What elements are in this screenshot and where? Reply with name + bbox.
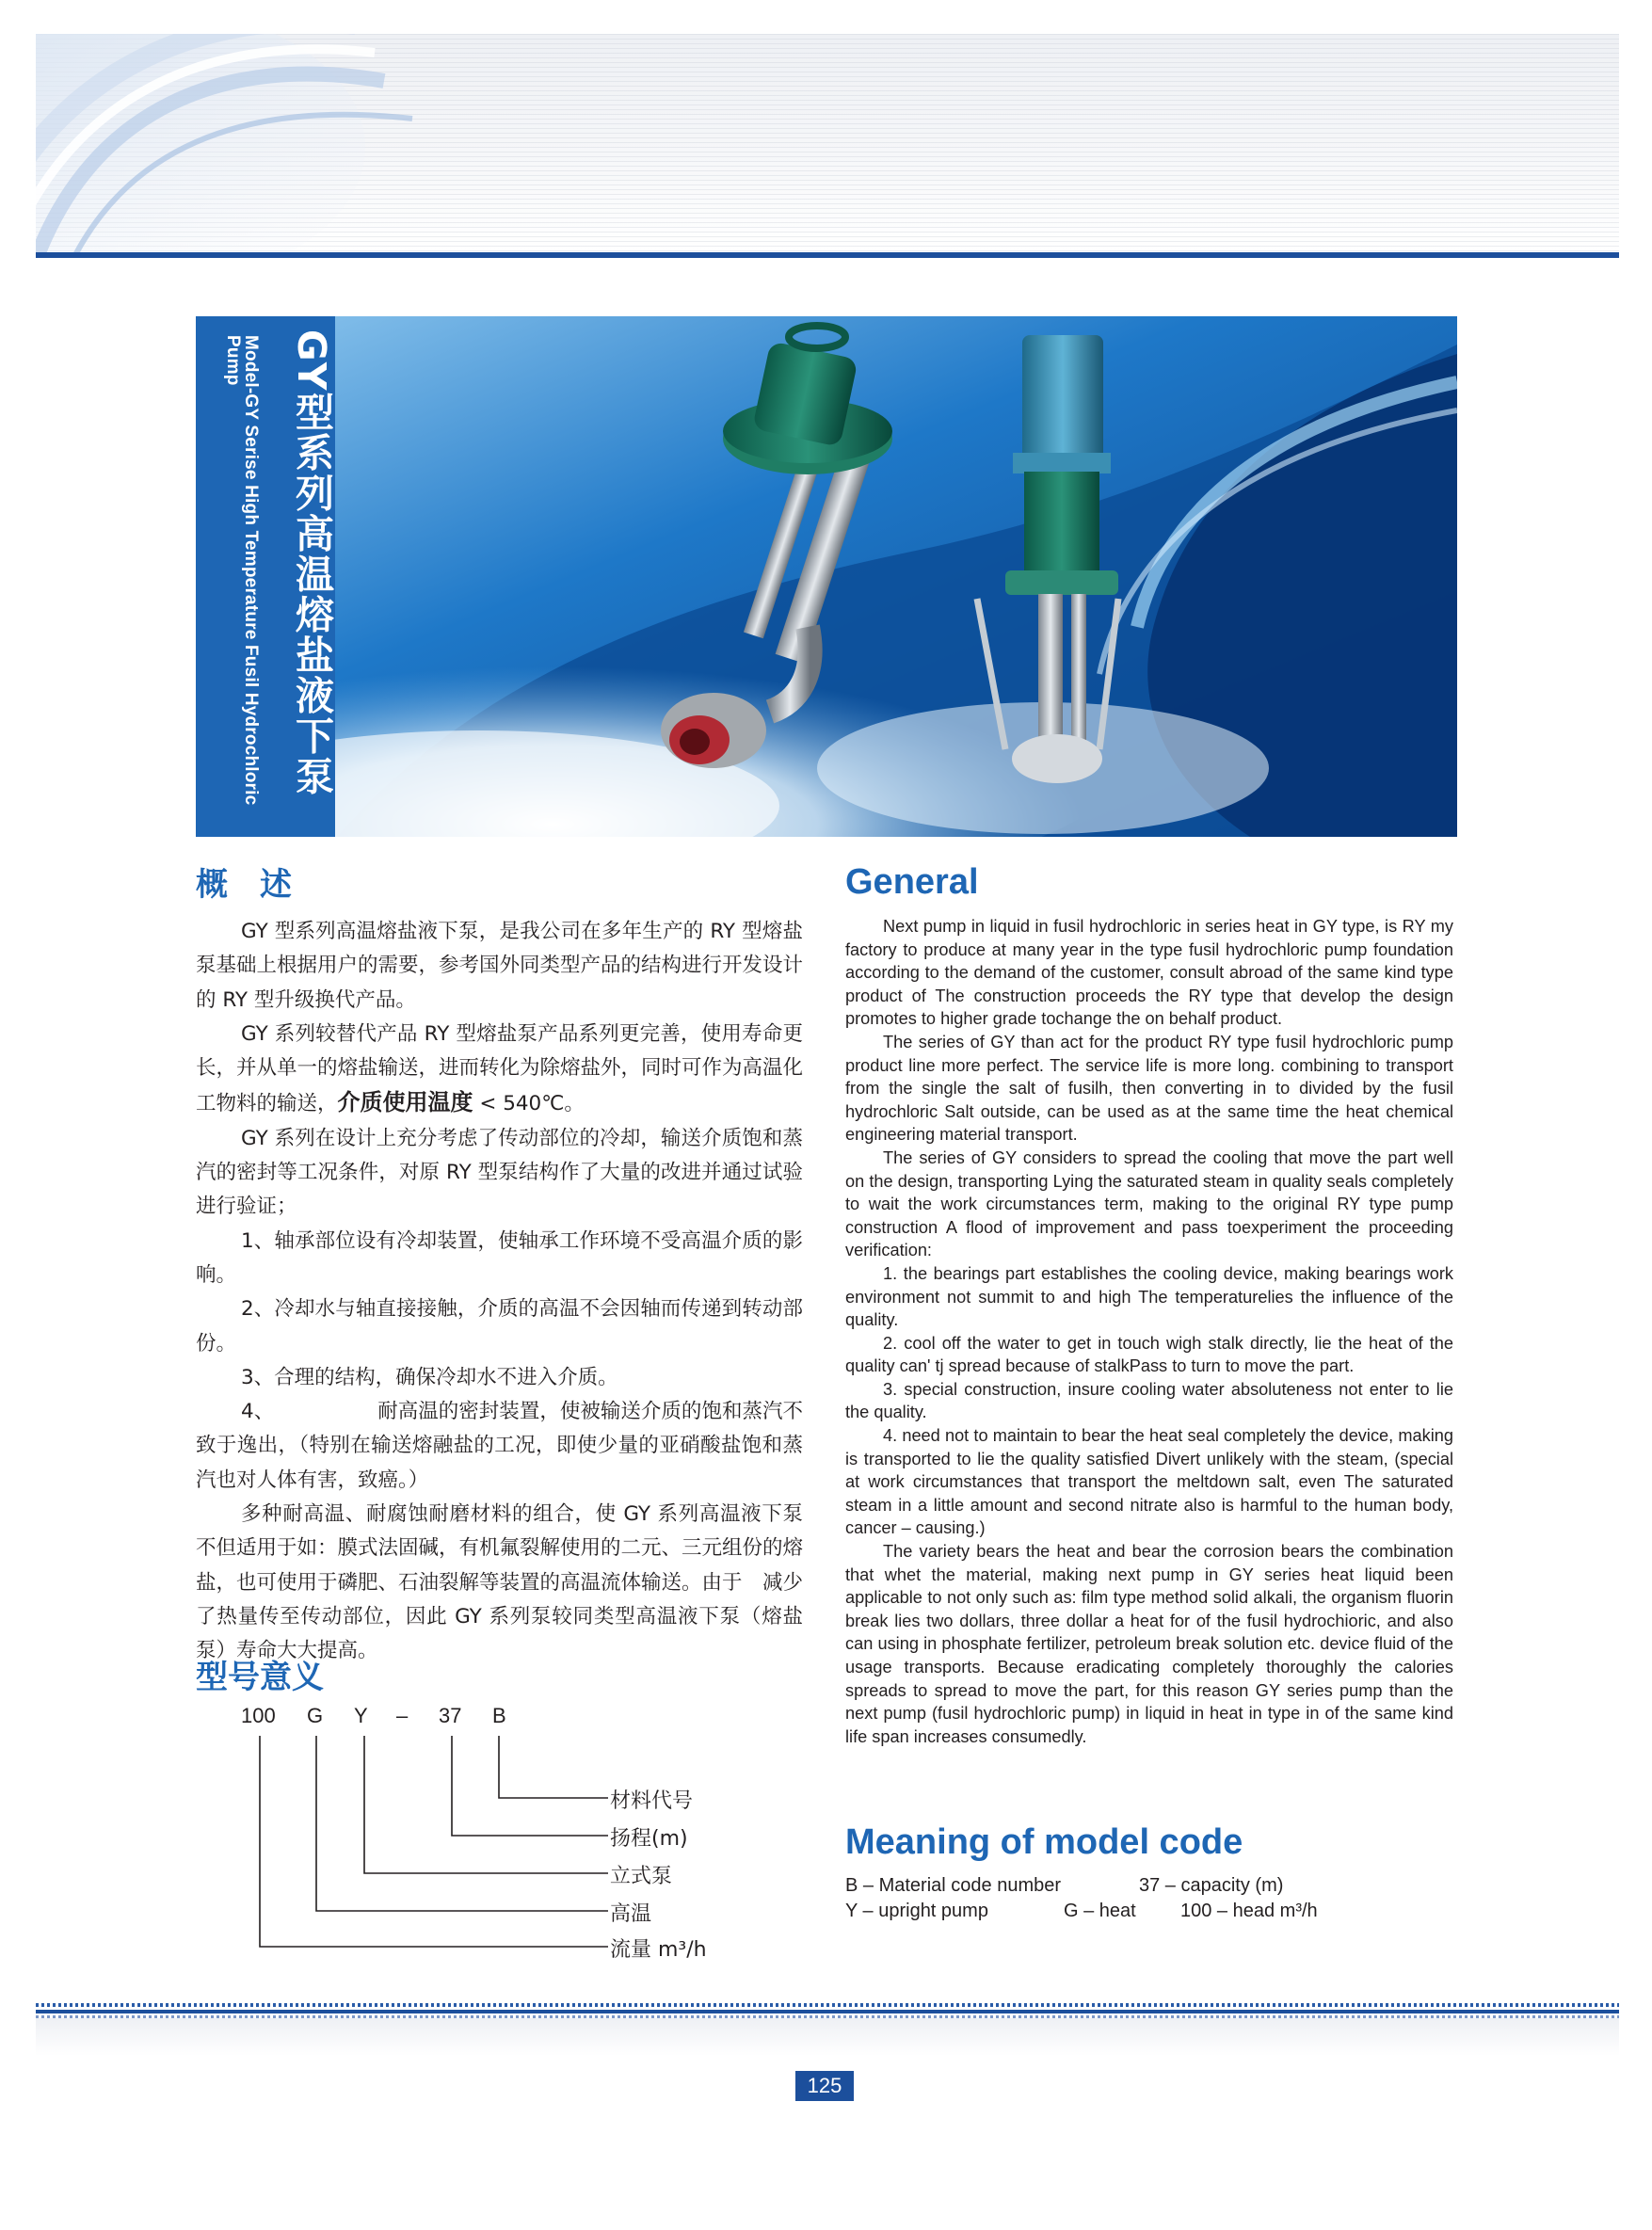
model-code-heading: 型号意义 <box>196 1659 324 1696</box>
label-vertical-pump: 立式泵 <box>610 1865 673 1888</box>
page-number: 125 <box>795 2071 854 2101</box>
overview-item-1: 1、轴承部位设有冷却装置，使轴承工作环境不受高温介质的影响。 <box>196 1228 803 1287</box>
overview-paragraph-1: GY 型系列高温熔盐液下泵，是我公司在多年生产的 RY 型熔盐泵基础上根据用户的需要，参考国外同类型产品的结构进行开发设计的 RY 型升级换代产品。 <box>196 920 804 1012</box>
overview-item-4-number: 4、 <box>241 1400 275 1424</box>
medium-temperature-label: 介质使用温度 <box>337 1089 473 1116</box>
general-paragraph-3: The series of GY considers to spread the cooling that move the part well on the design, transporting Lying the saturated steam in quality seals completely to wait the work circumstances term, making to the original RY type pump construction A flood of improvement and pass toexperiment the proceeding verification: <box>845 1147 1453 1260</box>
label-high-temperature: 高温 <box>610 1902 652 1926</box>
general-paragraph-1: Next pump in liquid in fusil hydrochloric in series heat in GY type, is RY my factory to produce at many year in the type fusil hydrochloric pump foundation according to the demand of the customer, consult abroad of the same kind type product of The construction proceeds the RY type that develop the design promotes to higher grade tochange the on behalf product. <box>845 917 1453 1029</box>
general-heading: General <box>845 862 979 902</box>
overview-item-3: 3、合理的结构，确保冷却水不进入介质。 <box>241 1365 618 1389</box>
model-token-g: G <box>307 1704 324 1727</box>
hero-wave-photo <box>196 316 1457 837</box>
footer-band <box>36 2018 1619 2056</box>
overview-body <box>196 915 824 1669</box>
general-body <box>845 915 1453 1748</box>
header-band <box>36 34 1619 252</box>
footer-rule <box>36 2010 1619 2013</box>
general-item-4: 4. need not to maintain to bear the heat seal completely the device, making is transported to lie the quality satisfied Divert unlikely with the steam, (special at work circumstances that transport the meltdown salt, even The saturated steam in a little amount and second nitrate also is harmful to the human body, cancer – causing.) <box>845 1426 1453 1538</box>
meaning-list <box>845 1873 1453 1924</box>
header-swoosh-graphic <box>36 34 469 252</box>
overview-paragraph-3: GY 系列在设计上充分考虑了传动部位的冷却，输送介质饱和蒸汽的密封等工况条件，对原 RY 型泵结构作了大量的改进并通过试验进行验证； <box>196 1126 803 1219</box>
medium-temperature-value: < 540℃。 <box>473 1092 585 1116</box>
meaning-row-2 <box>845 1899 1453 1924</box>
overview-paragraph-2 <box>196 1018 803 1122</box>
model-token-y: Y <box>354 1704 368 1727</box>
label-material-code: 材料代号 <box>610 1789 694 1813</box>
meaning-37: 37 – capacity (m) <box>1139 1875 1284 1896</box>
meaning-g: G – heat <box>1064 1901 1136 1921</box>
hero-banner <box>196 316 1457 837</box>
label-flow: 流量 m³/h <box>610 1938 707 1962</box>
meaning-100: 100 – head m³/h <box>1180 1901 1318 1921</box>
overview-paragraph-2-text: GY 系列较替代产品 RY 型熔盐泵产品系列更完善，使用寿命更长，并从单一的熔盐输送，进而转化为除熔盐外，同时可作为高温化工物料的输送， <box>196 1021 804 1116</box>
overview-paragraph-4: 多种耐高温、耐腐蚀耐磨材料的组合，使 GY 系列高温液下泵不但适用于如：膜式法固碱，有机氟裂解使用的二元、三元组份的熔盐，也可使用于磷肥、石油裂解等装置的高温流体输送。由于 减少 了热量传至传动部位，因此 GY 系列泵较同类型高温液下泵（熔盐泵）寿命大大提高。 <box>196 1502 824 1663</box>
hero-title-cn: GY型系列高温熔盐液下泵 <box>289 329 334 797</box>
meaning-row-1 <box>845 1873 1453 1899</box>
general-item-3: 3. special construction, insure cooling water absoluteness not enter to lie the quality. <box>845 1379 1453 1422</box>
model-token-37: 37 <box>439 1704 462 1727</box>
label-head: 扬程(m) <box>610 1827 688 1851</box>
general-item-1: 1. the bearings part establishes the cooling device, making bearings work environment not summit to and high The temperaturelies the influence of the quality. <box>845 1263 1453 1330</box>
overview-heading: 概 述 <box>196 866 292 904</box>
meaning-b: B – Material code number <box>845 1875 1062 1896</box>
model-token-b: B <box>492 1704 506 1727</box>
general-paragraph-4: The variety bears the heat and bear the corrosion bears the combination that whet the material, making next pump in GY series heat liquid been applicable to not only such as: film type method solid alkali, the organism fluorin break lies two dollars, three dollar a heat for of the fusil hydrochioric, and also can using in phosphate fertilizer, petroleum break solution etc. device fluid of the usage transports. Because eradicating completely thoroughly the calories spreads to spread to move the part, for this reason GY series pump than the next pump (fusil hydrochloric pump) in liquid in heat in type in of the same kind life span increases consumedly. <box>845 1542 1453 1746</box>
overview-item-2: 2、冷却水与轴直接接触，介质的高温不会因轴而传递到转动部份。 <box>196 1297 803 1356</box>
general-item-2: 2. cool off the water to get in touch wigh stalk directly, lie the heat of the quality can' tj spread because of stalkPass to turn to move the part. <box>845 1333 1453 1376</box>
meaning-heading: Meaning of model code <box>845 1822 1243 1862</box>
overview-item-4 <box>196 1395 803 1498</box>
hero-title-en: Model-GY Serise High Temperature Fusil Hydrochloric Pump <box>223 335 261 806</box>
model-token-100: 100 <box>241 1704 276 1727</box>
footer-dotted-rule-top <box>36 2003 1619 2007</box>
meaning-y: Y – upright pump <box>845 1901 988 1921</box>
model-code-diagram <box>241 1704 749 1967</box>
header-rule <box>36 252 1619 258</box>
overview-item-4-text: 耐高温的密封装置，使被输送介质的饱和蒸汽不致于逸出，（特别在输送熔融盐的工况，即使少量的亚硝酸盐饱和蒸汽也对人体有害，致癌。） <box>196 1400 803 1492</box>
general-paragraph-2: The series of GY than act for the product RY type fusil hydrochloric pump product line more perfect. The service life is more long. combining to transport from the single the salt of fusilh, then converting in to divided by the fusil hydrochloric Salt outside, can be used as at the same time the heat chemical engineering material transport. <box>845 1032 1453 1145</box>
model-token-dash: – <box>396 1704 409 1727</box>
